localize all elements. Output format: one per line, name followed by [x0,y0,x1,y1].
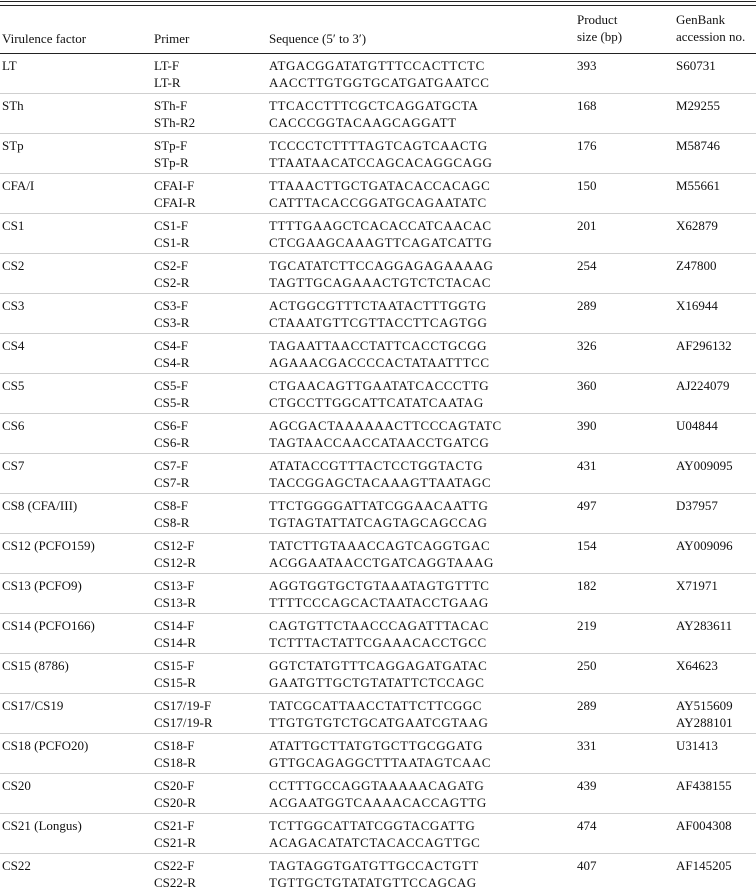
primer-name: CS14-F [154,618,195,633]
primer-sequence: GAATGTTGCTGTATATTCTCCAGC [269,675,485,690]
virulence-factor-cell: CS7 [2,458,25,473]
primer-sequence: TAGAATTAACCTATTCACCTGCGG [269,338,488,353]
accession-cell [676,697,733,731]
primer-name: CS18-R [154,755,196,770]
accession-number: S60731 [676,58,716,73]
primer-sequence: CTAAATGTTCGTTACCTTCAGTGG [269,315,488,330]
sequence-cell [269,777,487,811]
primer-cell [154,217,189,251]
primer-sequence: ACTGGCGTTTCTAATACTTTGGTG [269,298,487,313]
accession-cell [676,417,718,434]
accession-number: AY288101 [676,715,733,730]
sequence-cell [269,137,492,171]
product-size-cell: 431 [577,458,597,473]
virulence-factor-cell: CS22 [2,858,31,873]
primer-sequence: ACGGAATAACCTGATCAGGTAAAG [269,555,494,570]
primer-cell [154,657,196,691]
primer-name: CS21-R [154,835,196,850]
primer-cell [154,617,196,651]
accession-cell [676,617,732,634]
primer-name: CS5-R [154,395,190,410]
accession-cell [676,217,718,234]
primer-sequence: CACCCGGTACAAGCAGGATT [269,115,457,130]
header-virulence-factor: Virulence factor [2,31,87,46]
accession-cell [676,177,720,194]
sequence-cell [269,577,490,611]
accession-cell [676,777,732,794]
header-product-size-line1: Product [577,12,618,27]
primer-name: CS13-F [154,578,195,593]
accession-cell [676,497,718,514]
primer-sequence: TATCGCATTAACCTATTCTTCGGC [269,698,483,713]
table-row [0,214,756,254]
virulence-factor-cell: CS4 [2,338,25,353]
sequence-cell [269,497,488,531]
accession-number: M58746 [676,138,721,153]
primer-sequence: CTGCCTTGGCATTCATATCAATAG [269,395,484,410]
primer-sequence: TCCCCTCTTTTAGTCAGTCAACTG [269,138,488,153]
primer-cell [154,57,181,91]
primer-cell [154,457,189,491]
primer-name: CS8-F [154,498,188,513]
primer-name: LT-R [154,75,181,90]
table-row [0,414,756,454]
sequence-cell [269,457,491,491]
table-row [0,654,756,694]
virulence-factor-cell: CS5 [2,378,25,393]
sequence-cell [269,857,479,891]
product-size-cell: 182 [577,578,597,593]
product-size-cell: 201 [577,218,597,233]
accession-cell [676,97,720,114]
accession-cell [676,577,718,594]
virulence-factor-cell: CS14 (PCFO166) [2,618,95,633]
product-size-cell: 407 [577,858,597,873]
primer-sequence: TCTTTACTATTCGAAACACCTGCC [269,635,487,650]
primer-sequence: ACAGACATATCTACACCAGTTGC [269,835,481,850]
table-row [0,614,756,654]
primer-name: CS15-R [154,675,196,690]
primer-sequence: AGCGACTAAAAAACTTCCCAGTATC [269,418,502,433]
primer-sequence: TAGTTGCAGAAACTGTCTCTACAC [269,275,491,290]
primer-name: CS5-F [154,378,188,393]
table-row [0,94,756,134]
table-body [0,54,756,894]
accession-cell [676,297,718,314]
primer-name: CS3-F [154,298,188,313]
virulence-factor-cell: STh [2,98,24,113]
primer-sequence: GTTGCAGAGGCTTTAATAGTCAAC [269,755,491,770]
virulence-factor-cell: CS6 [2,418,25,433]
primer-sequence: TACCGGAGCTACAAAGTTAATAGC [269,475,492,490]
virulence-factor-cell: CS15 (8786) [2,658,69,673]
accession-number: AF004308 [676,818,732,833]
primer-sequence: CCTTTGCCAGGTAAAAACAGATG [269,778,485,793]
accession-number: X71971 [676,578,718,593]
primer-name: CS15-F [154,658,195,673]
primer-name: CS21-F [154,818,195,833]
accession-number: X62879 [676,218,718,233]
accession-cell [676,817,732,834]
virulence-factor-cell: CS21 (Longus) [2,818,82,833]
virulence-factor-cell: CS18 (PCFO20) [2,738,89,753]
primer-name: CS20-R [154,795,196,810]
product-size-cell: 439 [577,778,597,793]
virulence-factor-cell: CS12 (PCFO159) [2,538,95,553]
primer-name: CS8-R [154,515,190,530]
primer-sequence: TTTTGAAGCTCACACCATCAACAC [269,218,492,233]
primer-cell [154,737,196,771]
primer-name: CS4-R [154,355,190,370]
primer-sequence: TTTTCCCAGCACTAATACCTGAAG [269,595,489,610]
accession-cell [676,57,716,74]
accession-number: AF145205 [676,858,732,873]
table-row [0,294,756,334]
product-size-cell: 254 [577,258,597,273]
accession-number: U04844 [676,418,718,433]
primer-cell [154,777,196,811]
product-size-cell: 176 [577,138,597,153]
primer-sequence: TAGTAGGTGATGTTGCCACTGTT [269,858,479,873]
virulence-factor-cell: CS1 [2,218,25,233]
header-product-size-line2: size (bp) [577,29,623,44]
primer-sequence: TTCACCTTTCGCTCAGGATGCTA [269,98,479,113]
accession-cell [676,857,732,874]
product-size-cell: 497 [577,498,597,513]
header-accession-line2: accession no. [676,29,746,44]
sequence-cell [269,417,502,451]
primer-name: CS14-R [154,635,196,650]
header-accession [676,11,745,45]
primer-name: CS13-R [154,595,196,610]
primer-cell [154,137,189,171]
sequence-cell [269,617,489,651]
primer-cell [154,257,189,291]
primer-name: CFAI-F [154,178,195,193]
sequence-cell [269,57,489,91]
primer-name: CS17/19-R [154,715,213,730]
accession-number: M55661 [676,178,721,193]
sequence-cell [269,257,494,291]
primer-cell [154,417,189,451]
virulence-factor-cell: CS3 [2,298,25,313]
primer-name: CS4-F [154,338,188,353]
accession-number: AY515609 [676,698,733,713]
primer-sequence: TTGTGTGTCTGCATGAATCGTAAG [269,715,489,730]
accession-cell [676,137,720,154]
primer-name: CS17/19-F [154,698,212,713]
accession-number: AY009095 [676,458,733,473]
primer-name: CFAI-R [154,195,196,210]
primer-sequence: TCTTGGCATTATCGGTACGATTG [269,818,476,833]
product-size-cell: 219 [577,618,597,633]
accession-number: U31413 [676,738,718,753]
primer-name: CS6-R [154,435,190,450]
virulence-factor-cell: STp [2,138,24,153]
table-row [0,174,756,214]
accession-number: AY283611 [676,618,733,633]
product-size-cell: 331 [577,738,597,753]
primer-sequence: TATCTTGTAAACCAGTCAGGTGAC [269,538,491,553]
primer-name: CS2-F [154,258,188,273]
virulence-factor-cell: CS20 [2,778,31,793]
table-row [0,454,756,494]
primer-name: CS3-R [154,315,190,330]
accession-number: AF438155 [676,778,732,793]
accession-cell [676,377,729,394]
virulence-factor-cell: CS8 (CFA/III) [2,498,78,513]
sequence-cell [269,97,479,131]
table-row [0,534,756,574]
primer-sequence: CTGAACAGTTGAATATCACCCTTG [269,378,490,393]
product-size-cell: 326 [577,338,597,353]
primer-name: STp-R [154,155,189,170]
virulence-factor-cell: LT [2,58,17,73]
primer-sequence: TTAATAACATCCAGCACAGGCAGG [269,155,493,170]
primer-cell [154,817,196,851]
header-primer: Primer [154,31,190,46]
primer-sequence: TTAAACTTGCTGATACACCACAGC [269,178,491,193]
primer-name: STp-F [154,138,188,153]
primer-name: CS22-F [154,858,195,873]
primer-sequence: ATATACCGTTTACTCCTGGTACTG [269,458,484,473]
header-product-size [577,11,622,45]
primer-sequence: GGTCTATGTTTCAGGAGATGATAC [269,658,488,673]
primer-cell [154,497,189,531]
primer-sequence: AACCTTGTGGTGCATGATGAATCC [269,75,490,90]
sequence-cell [269,337,490,371]
sequence-cell [269,297,487,331]
table-row [0,694,756,734]
accession-cell [676,537,733,554]
accession-number: X16944 [676,298,718,313]
accession-cell [676,337,732,354]
table-row [0,494,756,534]
primer-cell [154,297,189,331]
sequence-cell [269,537,494,571]
primer-cell [154,377,189,411]
accession-number: D37957 [676,498,718,513]
sequence-cell [269,377,489,411]
header-sequence: Sequence (5′ to 3′) [269,31,367,46]
primer-sequence: ACGAATGGTCAAAACACCAGTTG [269,795,487,810]
product-size-cell: 393 [577,58,597,73]
accession-number: AY009096 [676,538,733,553]
accession-number: M29255 [676,98,721,113]
primer-cell [154,337,189,371]
primer-cell [154,537,196,571]
table-row [0,774,756,814]
accession-cell [676,657,718,674]
primer-sequence: TTCTGGGGATTATCGGAACAATTG [269,498,489,513]
accession-number: Z47800 [676,258,717,273]
primer-sequence: ATGACGGATATGTTTCCACTTCTC [269,58,485,73]
product-size-cell: 360 [577,378,597,393]
primer-name: STh-R2 [154,115,196,130]
product-size-cell: 289 [577,298,597,313]
accession-number: X64623 [676,658,718,673]
table-header [0,5,756,53]
accession-cell [676,737,718,754]
table-row [0,134,756,174]
accession-number: AJ224079 [676,378,730,393]
header-accession-line1: GenBank [676,12,726,27]
primer-sequence: CATTTACACCGGATGCAGAATATC [269,195,487,210]
product-size-cell: 474 [577,818,597,833]
table-row [0,734,756,774]
primer-sequence: CTCGAAGCAAAGTTCAGATCATTG [269,235,493,250]
primer-name: CS7-F [154,458,188,473]
table-row [0,814,756,854]
product-size-cell: 154 [577,538,597,553]
primer-sequence: TGTAGTATTATCAGTAGCAGCCAG [269,515,488,530]
table-row [0,374,756,414]
accession-cell [676,457,733,474]
sequence-cell [269,177,490,211]
primer-sequence: ATATTGCTTATGTGCTTGCGGATG [269,738,484,753]
virulence-factor-cell: CS17/CS19 [2,698,64,713]
primer-name: CS18-F [154,738,195,753]
primer-name: CS1-R [154,235,190,250]
primer-sequence: TAGTAACCAACCATAACCTGATCG [269,435,490,450]
product-size-cell: 168 [577,98,597,113]
sequence-cell [269,657,487,691]
product-size-cell: 390 [577,418,597,433]
primer-name: CS6-F [154,418,188,433]
primer-name: STh-F [154,98,188,113]
sequence-cell [269,697,488,731]
primer-cell [154,697,213,731]
table-row [0,54,756,94]
primer-name: CS2-R [154,275,190,290]
primer-sequence: CAGTGTTCTAACCCAGATTTACAC [269,618,489,633]
primer-cell [154,97,195,131]
primer-name: CS7-R [154,475,190,490]
primer-sequence: TGTTGCTGTATATGTTCCAGCAG [269,875,477,890]
virulence-factor-cell: CFA/I [2,178,35,193]
primer-cell [154,857,196,891]
primer-sequence: TGCATATCTTCCAGGAGAGAAAAG [269,258,494,273]
table-top-rule [0,1,756,2]
accession-number: AF296132 [676,338,732,353]
sequence-cell [269,217,492,251]
product-size-cell: 150 [577,178,597,193]
sequence-cell [269,737,491,771]
primer-name: CS12-F [154,538,195,553]
table-row [0,854,756,894]
primer-cell [154,177,196,211]
primer-name: CS22-R [154,875,196,890]
sequence-cell [269,817,480,851]
primer-name: LT-F [154,58,180,73]
primer-sequence: AGAAACGACCCCACTATAATTTCC [269,355,490,370]
primer-sequence: AGGTGGTGCTGTAAATAGTGTTTC [269,578,490,593]
product-size-cell: 250 [577,658,597,673]
primer-name: CS12-R [154,555,196,570]
primer-name: CS20-F [154,778,195,793]
virulence-factor-cell: CS2 [2,258,25,273]
table-row [0,254,756,294]
primer-name: CS1-F [154,218,188,233]
table-row [0,334,756,374]
table-row [0,574,756,614]
product-size-cell: 289 [577,698,597,713]
virulence-factor-cell: CS13 (PCFO9) [2,578,82,593]
accession-cell [676,257,716,274]
primer-cell [154,577,196,611]
